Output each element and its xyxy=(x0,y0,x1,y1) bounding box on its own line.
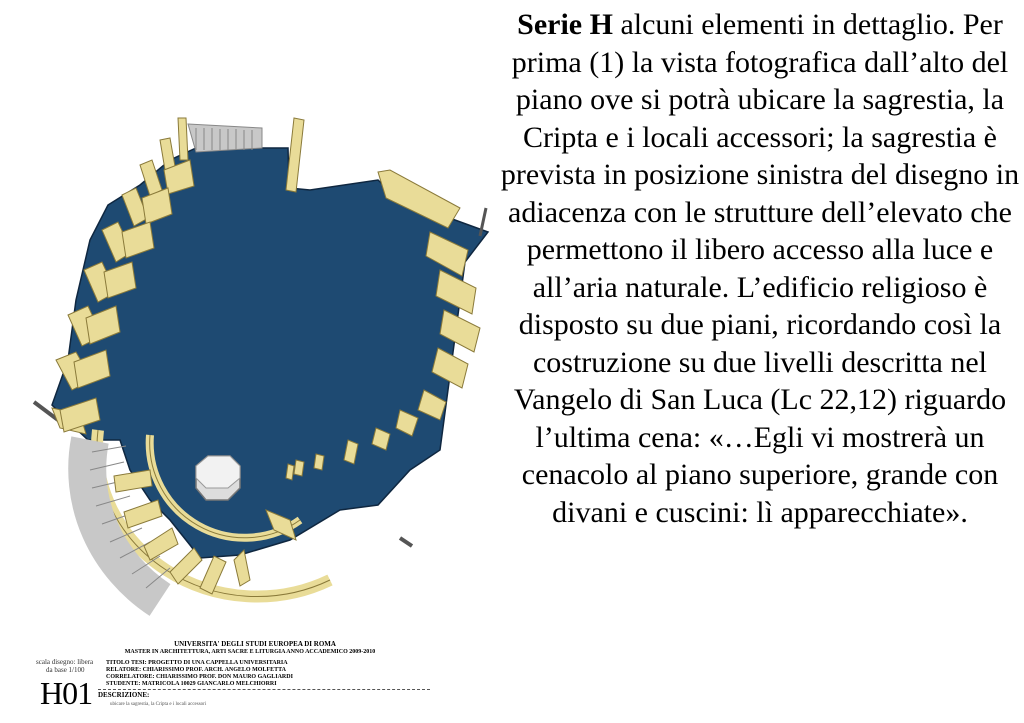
octagonal-pillar xyxy=(196,456,240,500)
relatore: RELATORE: CHIARISSIMO PROF. ARCH. ANGELO MOLFETTA xyxy=(106,667,286,673)
sheet-code: H01 xyxy=(40,675,93,711)
correlatore: CORRELATORE: CHIARISSIMO PROF. DON MAURO GAGLIARDI xyxy=(106,674,293,680)
university-name: UNIVERSITA' DEGLI STUDI EUROPEA DI ROMA xyxy=(174,640,336,648)
description-body: alcuni elementi in dettaglio. Per prima (1) la vista fotografica dall’alto del piano ove si potrà ubicare la sagrestia, la Cripta e i locali accessori; la sagrestia è prevista in posizione sinistra del disegno in adiacenza con le strutture dell’elevato che permettono il libero accesso alla luce e all’aria naturale. L’edificio religioso è disposto su due piani, ricordando così la costruzione su due livelli descritta nel Vangelo di San Luca (Lc 22,12) riguardo l’ultima cena: «…Egli vi mostrerà un cenacolo al piano superiore, grande con divani e cuscini: lì apparecchiate». xyxy=(500,8,1020,529)
student: STUDENTE: MATRICOLA 10029 GIANCARLO MELCHIORRI xyxy=(106,681,277,687)
pole xyxy=(400,538,412,546)
description-text xyxy=(500,6,1020,531)
top-staircase xyxy=(188,124,262,152)
scale-label: scala disegno: libera xyxy=(36,658,94,666)
divider xyxy=(98,689,430,690)
thesis-title: TITOLO TESI: PROGETTO DI UNA CAPPELLA UNIVERSITARIA xyxy=(106,660,288,666)
description-label: DESCRIZIONE: xyxy=(98,691,150,699)
base-scale-label: da base 1/100 xyxy=(46,666,85,674)
master-program: MASTER IN ARCHITETTURA, ARTI SACRE E LITURGIA ANNO ACCADEMICO 2009-2010 xyxy=(124,649,376,655)
description-note: ubicare la sagrestia, la Cripta e i locali accessori xyxy=(110,702,207,707)
drawing-title-block xyxy=(0,636,500,723)
series-label: Serie H xyxy=(517,8,613,41)
floor-plan-drawing xyxy=(0,0,500,723)
